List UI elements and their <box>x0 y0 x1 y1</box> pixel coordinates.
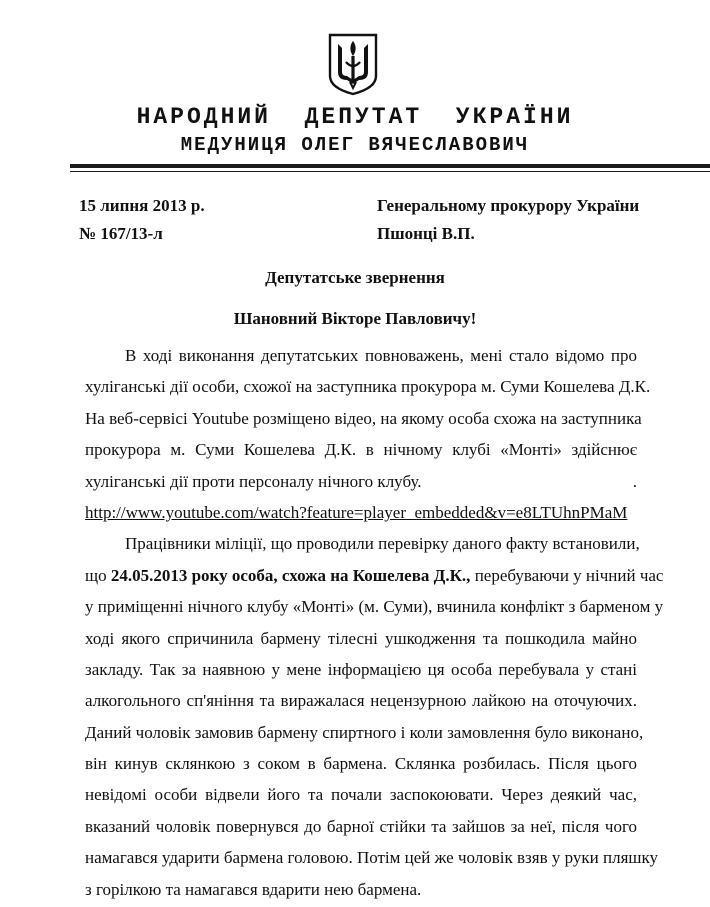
paragraph-line: хуліганські дії особи, схожої на заступника прокурора м. Суми Кошелева Д.К. <box>85 377 651 397</box>
paragraph-line: вказаний чоловік повернувся до барної стійки та зайшов за неї, після чого <box>85 816 637 836</box>
recipient-name: Пшонці В.П. <box>377 224 475 243</box>
paragraph-line: Працівники міліції, що проводили перевірку даного факту встановили, <box>125 534 640 554</box>
paragraph-line: намагався ударити бармена головою. Потім цей же чоловік взяв у руки пляшку <box>85 848 659 868</box>
document-date: 15 липня 2013 р. <box>79 196 205 215</box>
paragraph-line: у приміщенні нічного клубу «Монті» (м. Суми), вчинила конфлікт з барменом у <box>85 597 664 617</box>
paragraph-line: ході якого спричинила бармену тілесні ушкодження та пошкодила майно <box>85 628 637 648</box>
youtube-link[interactable]: http://www.youtube.com/watch?feature=player_embedded&v=e8LTUhnPMaM <box>85 502 628 522</box>
youtube-link-line <box>85 497 637 528</box>
paragraph-line <box>85 560 664 591</box>
document-heading: Депутатське звернення <box>265 268 445 287</box>
salutation: Шановний Вікторе Павловичу! <box>233 309 477 328</box>
paragraph-line <box>85 466 637 497</box>
header-divider-thin <box>70 171 710 172</box>
header-divider-thick <box>70 164 710 168</box>
paragraph-line: На веб-сервісі Youtube розміщено відео, на якому особа схожа на заступника <box>85 408 642 428</box>
paragraph-line: невідомі особи відвели його та почали заспокоювати. Через деякий час, <box>85 785 637 805</box>
document-number: № 167/13-л <box>79 224 163 243</box>
line-prefix: що <box>85 565 111 585</box>
trailing-dot: . <box>632 471 637 491</box>
trident-emblem-icon <box>327 32 379 96</box>
paragraph-line-text: хуліганські дії проти персоналу нічного клубу. <box>85 471 422 491</box>
paragraph-line: алкогольного сп'яніння та виражалася нецензурною лайкою на оточуючих. <box>85 691 637 711</box>
paragraph-line: прокурора м. Суми Кошелева Д.К. в нічному клубі «Монті» здійснює <box>85 440 637 460</box>
header-title: НАРОДНИЙ ДЕПУТАТ УКРАЇНИ <box>136 104 574 130</box>
highlighted-text: 24.05.2013 року особа, схожа на Кошелева Д.К., <box>110 565 471 585</box>
paragraph-line: закладу. Так за наявною у мене інформацією ця особа перебувала у стані <box>85 659 637 679</box>
recipient-title: Генеральному прокурору України <box>377 196 640 215</box>
header-deputy-name: МЕДУНИЦЯ ОЛЕГ ВЯЧЕСЛАВОВИЧ <box>180 134 530 156</box>
paragraph-line: він кинув склянкою з соком в бармена. Склянка розбилась. Після цього <box>85 754 637 774</box>
paragraph-line: з горілкою та намагався вдарити нею бармена. <box>85 879 422 899</box>
line-suffix: перебуваючи у нічний час <box>470 565 664 585</box>
paragraph-line: Даний чоловік замовив бармену спиртного і коли замовлення було виконано, <box>85 722 644 742</box>
letter-body <box>85 340 664 905</box>
paragraph-line: В ході виконання депутатських повноважень, мені стало відомо про <box>125 346 637 365</box>
